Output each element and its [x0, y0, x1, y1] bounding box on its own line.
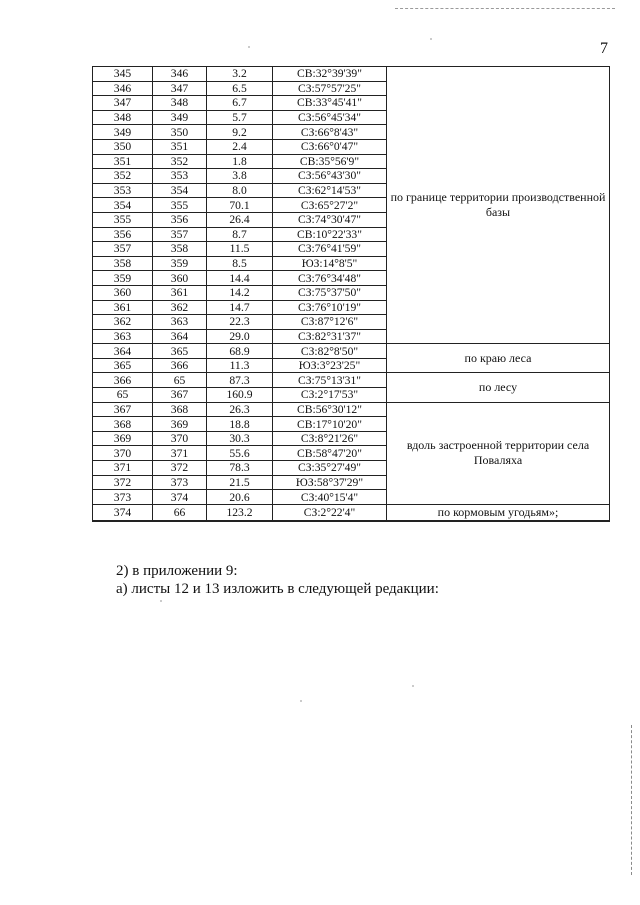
to-point-cell: 370: [153, 431, 207, 446]
to-point-cell: 348: [153, 96, 207, 111]
to-point-cell: 347: [153, 81, 207, 96]
to-point-cell: 366: [153, 358, 207, 373]
to-point-cell: 357: [153, 227, 207, 242]
from-point-cell: 355: [93, 212, 153, 227]
to-point-cell: 355: [153, 198, 207, 213]
to-point-cell: 373: [153, 475, 207, 490]
bearing-cell: СЗ:35°27'49": [273, 461, 387, 476]
from-point-cell: 370: [93, 446, 153, 461]
paragraph-sheets-12-13: а) листы 12 и 13 изложить в следующей редакции:: [116, 581, 439, 597]
scan-artifact-top: [395, 8, 615, 11]
from-point-cell: 349: [93, 125, 153, 140]
distance-cell: 22.3: [207, 315, 273, 330]
bearing-cell: СЗ:87°12'6": [273, 315, 387, 330]
from-point-cell: 360: [93, 285, 153, 300]
bearing-cell: ЮЗ:3°23'25": [273, 358, 387, 373]
to-point-cell: 350: [153, 125, 207, 140]
to-point-cell: 356: [153, 212, 207, 227]
to-point-cell: 359: [153, 256, 207, 271]
distance-cell: 5.7: [207, 110, 273, 125]
from-point-cell: 353: [93, 183, 153, 198]
bearing-cell: СЗ:66°0'47": [273, 139, 387, 154]
bearing-cell: СЗ:56°45'34": [273, 110, 387, 125]
bearing-cell: СВ:35°56'9": [273, 154, 387, 169]
from-point-cell: 350: [93, 139, 153, 154]
to-point-cell: 360: [153, 271, 207, 286]
bearing-cell: СЗ:8°21'26": [273, 431, 387, 446]
distance-cell: 30.3: [207, 431, 273, 446]
bearing-cell: СЗ:57°57'25": [273, 81, 387, 96]
boundary-description-cell: по краю леса: [387, 344, 610, 373]
from-point-cell: 357: [93, 242, 153, 257]
from-point-cell: 351: [93, 154, 153, 169]
from-point-cell: 372: [93, 475, 153, 490]
to-point-cell: 361: [153, 285, 207, 300]
bearing-cell: ЮЗ:14°8'5": [273, 256, 387, 271]
distance-cell: 29.0: [207, 329, 273, 344]
from-point-cell: 365: [93, 358, 153, 373]
bearing-cell: СЗ:62°14'53": [273, 183, 387, 198]
distance-cell: 14.4: [207, 271, 273, 286]
from-point-cell: 361: [93, 300, 153, 315]
distance-cell: 20.6: [207, 490, 273, 505]
distance-cell: 18.8: [207, 417, 273, 432]
distance-cell: 14.7: [207, 300, 273, 315]
to-point-cell: 65: [153, 373, 207, 388]
to-point-cell: 362: [153, 300, 207, 315]
distance-cell: 8.5: [207, 256, 273, 271]
bearing-cell: СЗ:40°15'4": [273, 490, 387, 505]
bearing-cell: СЗ:82°31'37": [273, 329, 387, 344]
to-point-cell: 363: [153, 315, 207, 330]
to-point-cell: 365: [153, 344, 207, 359]
scan-speck: [412, 685, 414, 687]
bearing-cell: СЗ:56°43'30": [273, 169, 387, 184]
bearing-cell: СЗ:76°41'59": [273, 242, 387, 257]
bearing-cell: СВ:17°10'20": [273, 417, 387, 432]
to-point-cell: 354: [153, 183, 207, 198]
bearing-cell: ЮЗ:58°37'29": [273, 475, 387, 490]
distance-cell: 14.2: [207, 285, 273, 300]
boundary-description-cell: по лесу: [387, 373, 610, 402]
from-point-cell: 364: [93, 344, 153, 359]
distance-cell: 3.8: [207, 169, 273, 184]
to-point-cell: 353: [153, 169, 207, 184]
bearing-cell: СЗ:74°30'47": [273, 212, 387, 227]
table-row: [93, 402, 610, 417]
distance-cell: 55.6: [207, 446, 273, 461]
to-point-cell: 369: [153, 417, 207, 432]
to-point-cell: 352: [153, 154, 207, 169]
distance-cell: 3.2: [207, 67, 273, 82]
from-point-cell: 367: [93, 402, 153, 417]
scan-speck: [430, 38, 432, 40]
distance-cell: 26.4: [207, 212, 273, 227]
distance-cell: 160.9: [207, 388, 273, 403]
distance-cell: 6.5: [207, 81, 273, 96]
paragraph-appendix-9: 2) в приложении 9:: [116, 563, 238, 579]
from-point-cell: 362: [93, 315, 153, 330]
from-point-cell: 65: [93, 388, 153, 403]
bearing-cell: СЗ:75°13'31": [273, 373, 387, 388]
to-point-cell: 351: [153, 139, 207, 154]
distance-cell: 123.2: [207, 504, 273, 521]
bearing-cell: СВ:33°45'41": [273, 96, 387, 111]
page-number: 7: [600, 40, 608, 57]
from-point-cell: 366: [93, 373, 153, 388]
from-point-cell: 371: [93, 461, 153, 476]
from-point-cell: 347: [93, 96, 153, 111]
bearing-cell: СЗ:2°22'4": [273, 504, 387, 521]
to-point-cell: 371: [153, 446, 207, 461]
distance-cell: 8.0: [207, 183, 273, 198]
distance-cell: 87.3: [207, 373, 273, 388]
distance-cell: 11.5: [207, 242, 273, 257]
bearing-cell: СВ:58°47'20": [273, 446, 387, 461]
bearing-cell: СВ:32°39'39": [273, 67, 387, 82]
distance-cell: 8.7: [207, 227, 273, 242]
from-point-cell: 373: [93, 490, 153, 505]
bearing-cell: СЗ:75°37'50": [273, 285, 387, 300]
from-point-cell: 369: [93, 431, 153, 446]
from-point-cell: 359: [93, 271, 153, 286]
boundary-description-cell: вдоль застроенной территории села Поваляха: [387, 402, 610, 504]
distance-cell: 70.1: [207, 198, 273, 213]
table-row: [93, 504, 610, 521]
bearing-cell: СВ:10°22'33": [273, 227, 387, 242]
bearing-cell: СВ:56°30'12": [273, 402, 387, 417]
table-row: [93, 373, 610, 388]
boundary-table: [92, 66, 610, 522]
from-point-cell: 363: [93, 329, 153, 344]
to-point-cell: 374: [153, 490, 207, 505]
scan-artifact-right: [631, 725, 633, 875]
boundary-description-cell: по границе территории производственной базы: [387, 67, 610, 344]
to-point-cell: 66: [153, 504, 207, 521]
to-point-cell: 358: [153, 242, 207, 257]
distance-cell: 11.3: [207, 358, 273, 373]
distance-cell: 26.3: [207, 402, 273, 417]
from-point-cell: 352: [93, 169, 153, 184]
boundary-description-cell: по кормовым угодьям»;: [387, 504, 610, 521]
to-point-cell: 364: [153, 329, 207, 344]
from-point-cell: 356: [93, 227, 153, 242]
from-point-cell: 346: [93, 81, 153, 96]
from-point-cell: 374: [93, 504, 153, 521]
table-row: [93, 344, 610, 359]
distance-cell: 9.2: [207, 125, 273, 140]
bearing-cell: СЗ:66°8'43": [273, 125, 387, 140]
distance-cell: 1.8: [207, 154, 273, 169]
to-point-cell: 372: [153, 461, 207, 476]
bearing-cell: СЗ:2°17'53": [273, 388, 387, 403]
boundary-table-body: [93, 67, 610, 521]
distance-cell: 78.3: [207, 461, 273, 476]
from-point-cell: 354: [93, 198, 153, 213]
scan-speck: [160, 600, 162, 602]
distance-cell: 68.9: [207, 344, 273, 359]
bearing-cell: СЗ:82°8'50": [273, 344, 387, 359]
from-point-cell: 345: [93, 67, 153, 82]
bearing-cell: СЗ:76°10'19": [273, 300, 387, 315]
distance-cell: 21.5: [207, 475, 273, 490]
distance-cell: 2.4: [207, 139, 273, 154]
bearing-cell: СЗ:65°27'2": [273, 198, 387, 213]
from-point-cell: 368: [93, 417, 153, 432]
scan-speck: [300, 700, 302, 702]
from-point-cell: 358: [93, 256, 153, 271]
scan-speck: [248, 46, 250, 48]
table-row: [93, 67, 610, 82]
to-point-cell: 368: [153, 402, 207, 417]
distance-cell: 6.7: [207, 96, 273, 111]
to-point-cell: 346: [153, 67, 207, 82]
to-point-cell: 367: [153, 388, 207, 403]
from-point-cell: 348: [93, 110, 153, 125]
bearing-cell: СЗ:76°34'48": [273, 271, 387, 286]
to-point-cell: 349: [153, 110, 207, 125]
